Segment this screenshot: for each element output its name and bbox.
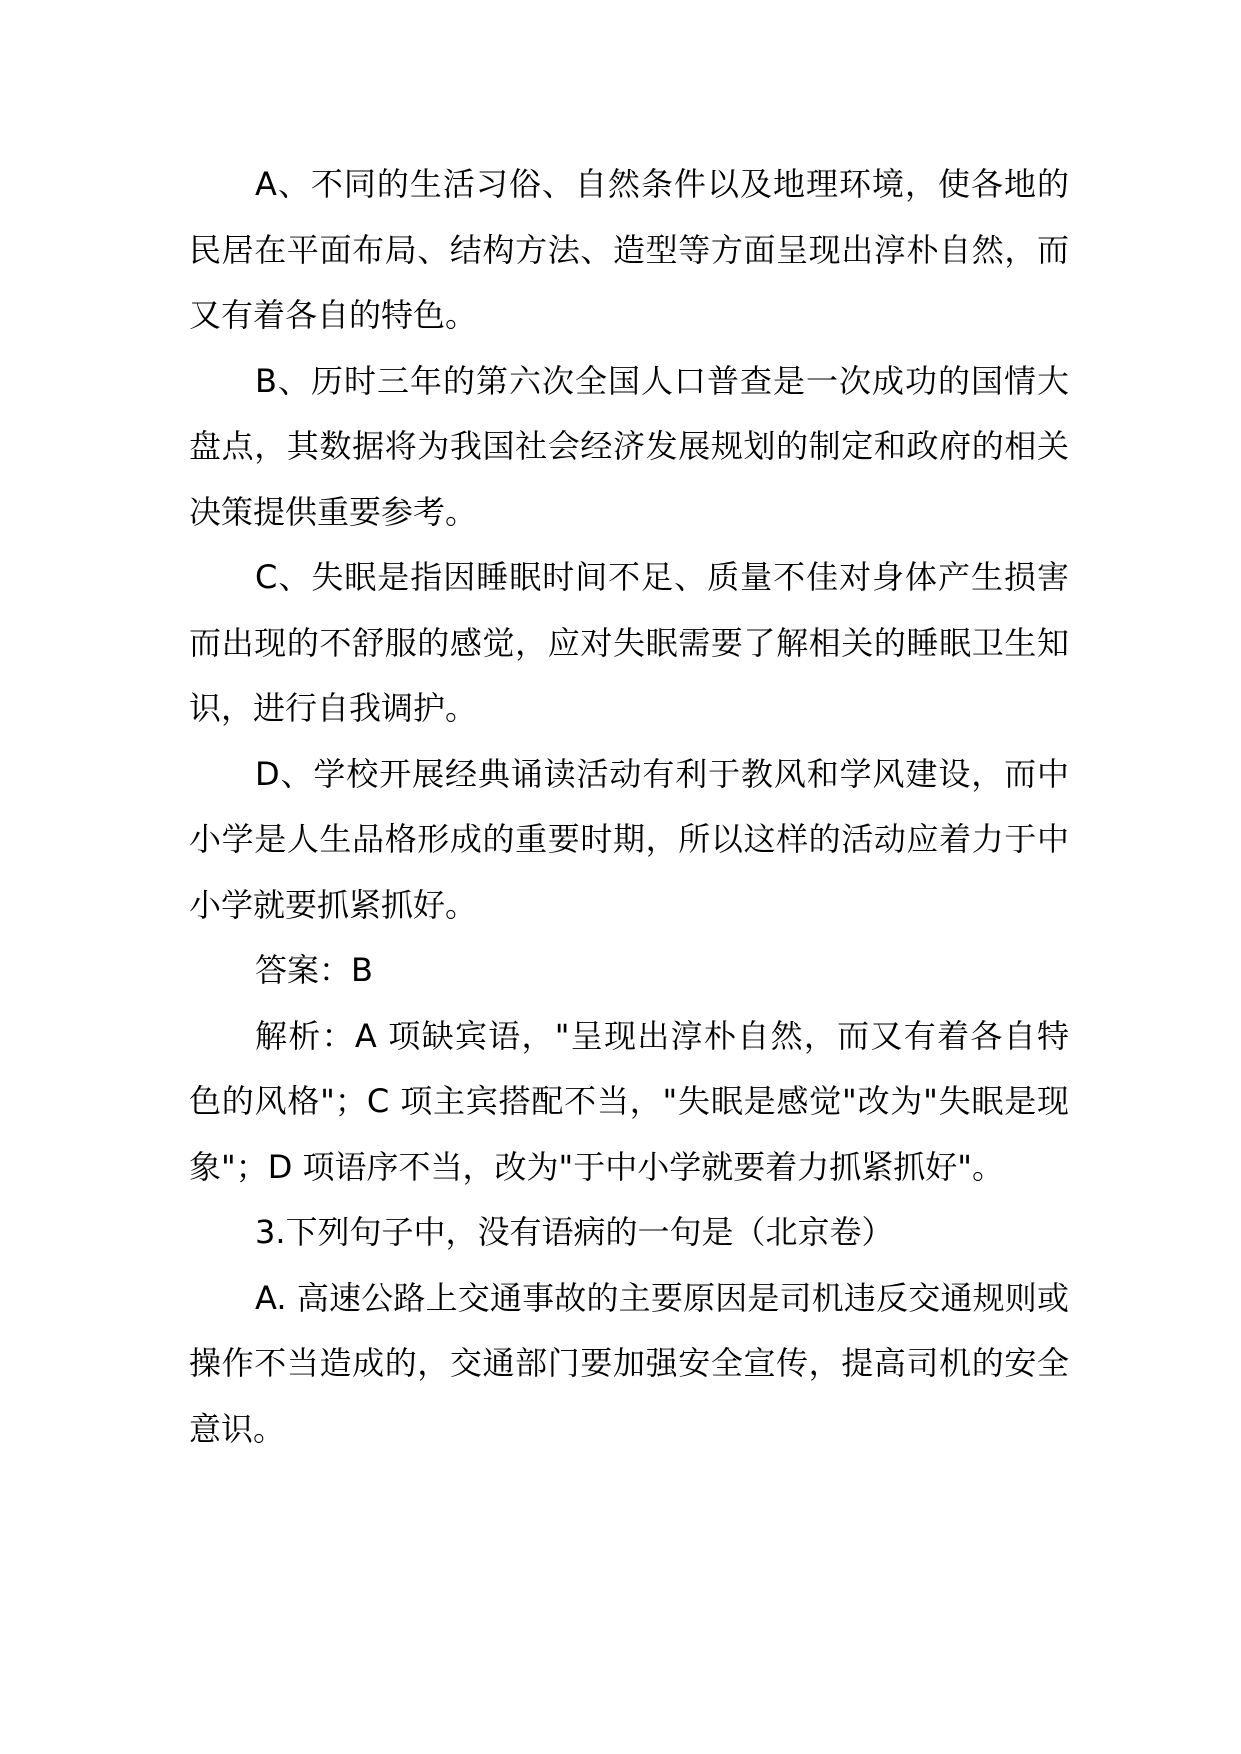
analysis-paragraph: 解析：A 项缺宾语，"呈现出淳朴自然，而又有着各自特色的风格"；C 项主宾搭配不当，"失眠是感觉"改为"失眠是现象"；D 项语序不当，改为"于中小学就要着力抓紧抓好"。 — [189, 1016, 1069, 1186]
option-a-paragraph: A、不同的生活习俗、自然条件以及地理环境，使各地的民居在平面布局、结构方法、造型等方面呈现出淳朴自然，而又有着各自的特色。 — [189, 165, 1069, 334]
option-c-paragraph: C、失眠是指因睡眠时间不足、质量不佳对身体产生损害而出现的不舒服的感觉，应对失眠需要了解相关的睡眠卫生知识，进行自我调护。 — [189, 558, 1069, 727]
question-3-paragraph: 3.下列句子中，没有语病的一句是（北京卷） — [255, 1213, 894, 1251]
question-3-option-a-paragraph: A. 高速公路上交通事故的主要原因是司机违反交通规则或操作不当造成的，交通部门要加强安全宣传，提高司机的安全意识。 — [189, 1278, 1069, 1448]
document-body — [189, 152, 1069, 1462]
option-d-paragraph: D、学校开展经典诵读活动有利于教风和学风建设，而中小学是人生品格形成的重要时期，所以这样的活动应着力于中小学就要抓紧抓好。 — [189, 754, 1069, 924]
answer-paragraph: 答案：B — [255, 951, 373, 989]
option-b-paragraph: B、历时三年的第六次全国人口普查是一次成功的国情大盘点，其数据将为我国社会经济发展规划的制定和政府的相关决策提供重要参考。 — [189, 361, 1069, 531]
